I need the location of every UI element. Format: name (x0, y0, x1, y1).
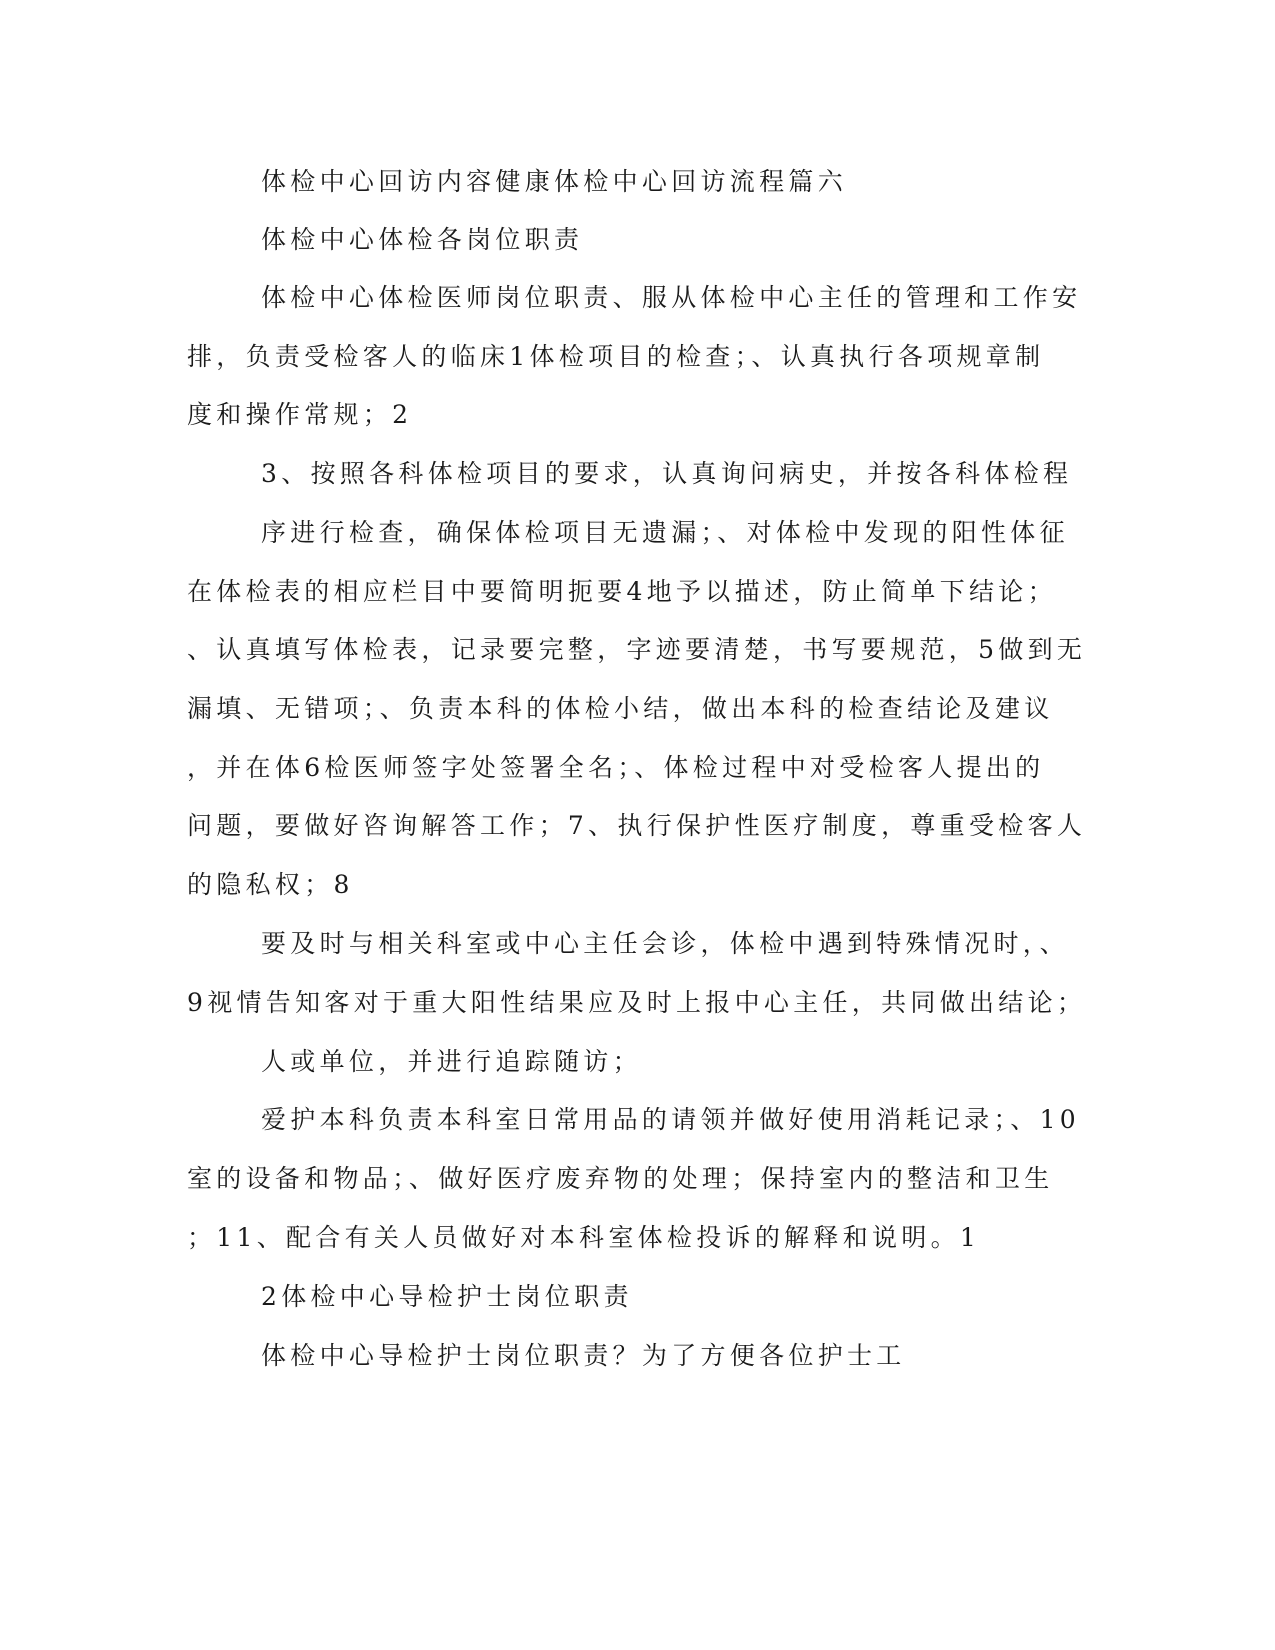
paragraph-line: 室的设备和物品；、做好医疗废弃物的处理；保持室内的整洁和卫生 (187, 1164, 1054, 1193)
paragraph-line: 、认真填写体检表，记录要完整，字迹要清楚，书写要规范，5做到无 (187, 635, 1087, 664)
paragraph-line: 9视情告知客对于重大阳性结果应及时上报中心主任，共同做出结论； (187, 988, 1087, 1017)
paragraph-line: ，并在体6检医师签字处签署全名；、体检过程中对受检客人提出的 (187, 753, 1045, 782)
section-heading: 体检中心体检各岗位职责 (261, 225, 584, 254)
section-heading: 2体检中心导检护士岗位职责 (261, 1282, 633, 1311)
paragraph-line: 体检中心导检护士岗位职责？为了方便各位护士工 (261, 1341, 906, 1370)
paragraph-line: ；11、配合有关人员做好对本科室体检投诉的解释和说明。1 (187, 1223, 981, 1252)
paragraph-line: 漏填、无错项；、负责本科的体检小结，做出本科的检查结论及建议 (187, 694, 1054, 723)
document-title: 体检中心回访内容健康体检中心回访流程篇六 (261, 167, 848, 196)
paragraph-line: 人或单位，并进行追踪随访； (261, 1047, 642, 1076)
paragraph-line: 3、按照各科体检项目的要求，认真询问病史，并按各科体检程 (261, 459, 1073, 488)
paragraph-line: 在体检表的相应栏目中要简明扼要4地予以描述，防止简单下结论； (187, 577, 1057, 606)
paragraph-line: 排，负责受检客人的临床1体检项目的检查；、认真执行各项规章制 (187, 342, 1045, 371)
paragraph-line: 度和操作常规；2 (187, 400, 413, 429)
paragraph-line: 问题，要做好咨询解答工作；7、执行保护性医疗制度，尊重受检客人 (187, 811, 1087, 840)
paragraph-line: 爱护本科负责本科室日常用品的请领并做好使用消耗记录；、10 (261, 1105, 1081, 1134)
paragraph-line: 的隐私权；8 (187, 870, 354, 899)
paragraph-line: 序进行检查，确保体检项目无遗漏；、对体检中发现的阳性体征 (261, 518, 1069, 547)
paragraph-line: 体检中心体检医师岗位职责、服从体检中心主任的管理和工作安 (261, 283, 1082, 312)
paragraph-line: 要及时与相关科室或中心主任会诊，体检中遇到特殊情况时，、 (261, 929, 1069, 958)
